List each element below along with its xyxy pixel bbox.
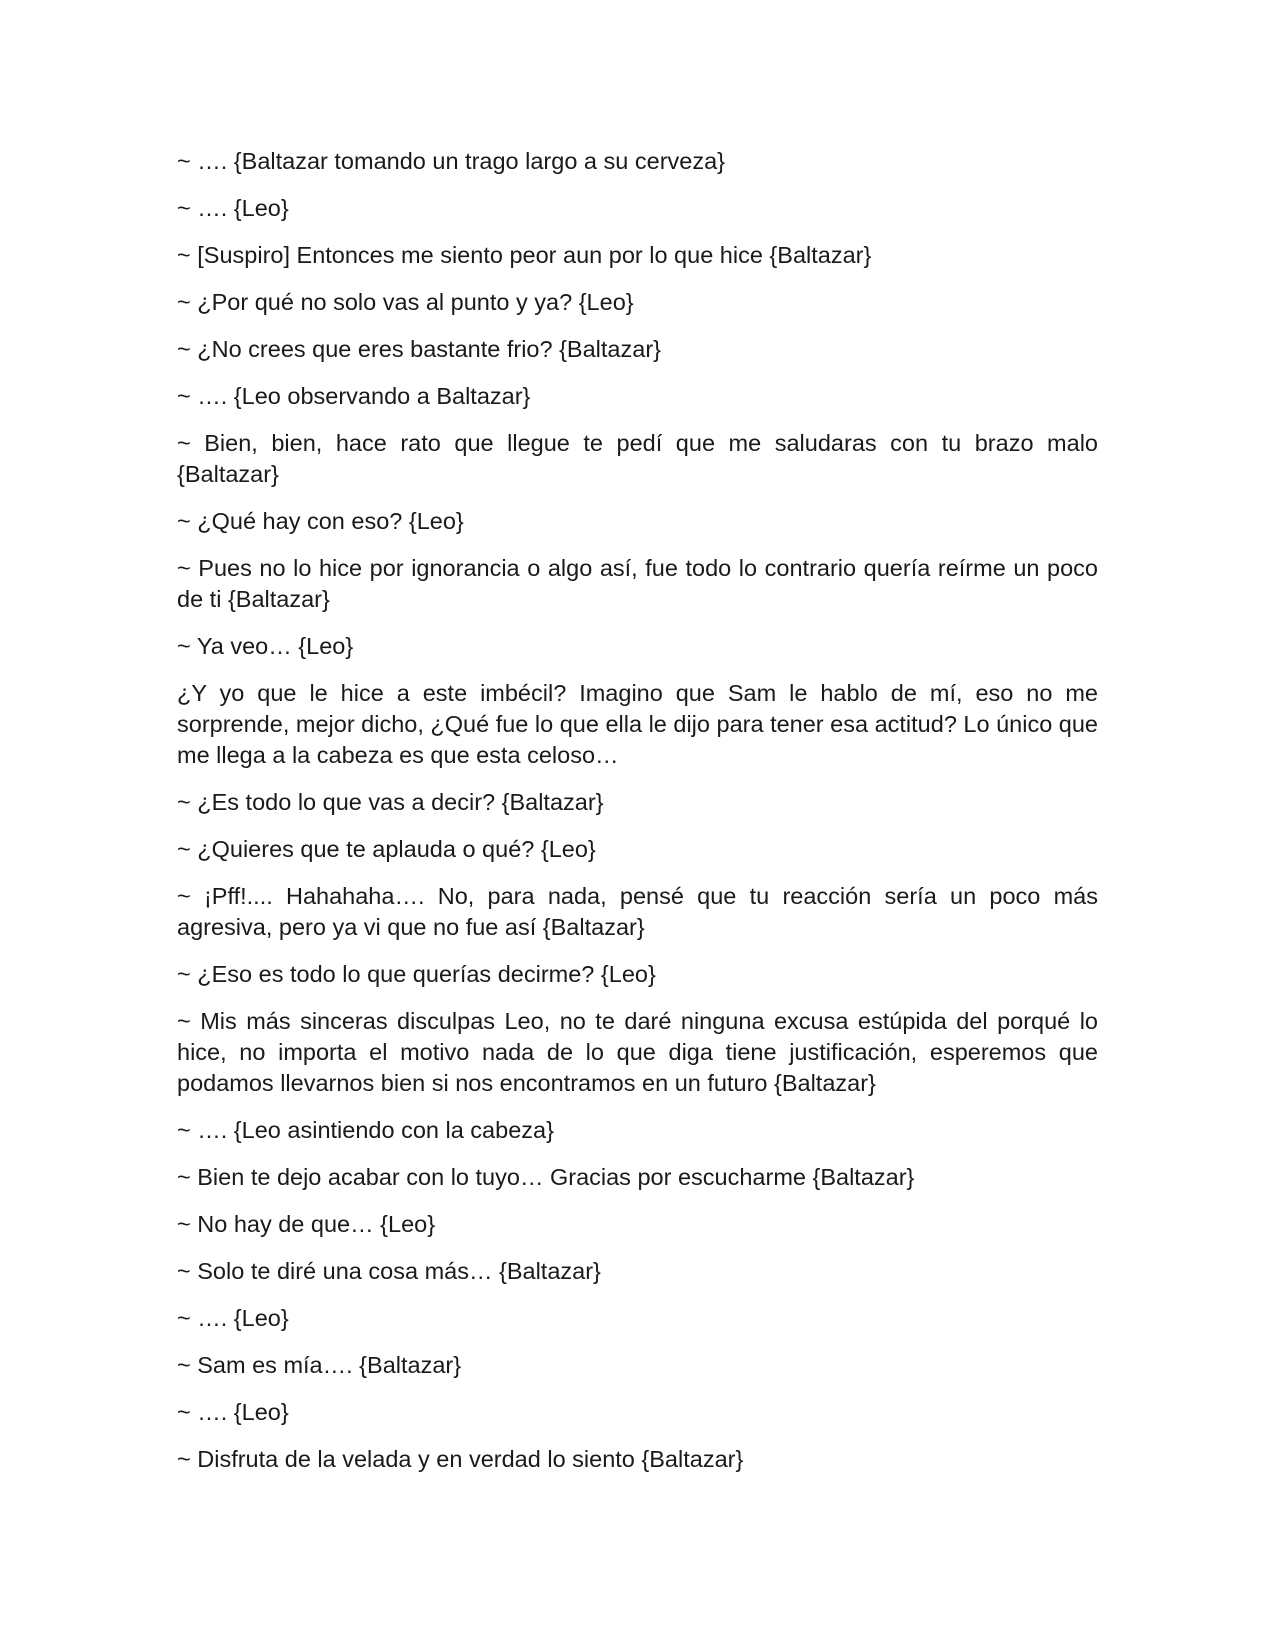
dialogue-line: ~ [Suspiro] Entonces me siento peor aun por lo que hice {Baltazar} xyxy=(177,242,872,268)
dialogue-line: ~ …. {Leo} xyxy=(177,1399,289,1425)
dialogue-line: ~ ¿Por qué no solo vas al punto y ya? {Leo} xyxy=(177,289,634,315)
dialogue-line: ~ …. {Baltazar tomando un trago largo a su cerveza} xyxy=(177,148,726,174)
dialogue-line: ~ ¡Pff!.... Hahahaha…. No, para nada, pensé que tu reacción sería un poco más agresiva, pero ya vi que no fue así {Baltazar} xyxy=(177,883,1098,940)
dialogue-line: ~ ¿Qué hay con eso? {Leo} xyxy=(177,508,464,534)
dialogue-line: ~ Sam es mía…. {Baltazar} xyxy=(177,1352,462,1378)
dialogue-line: ~ Bien, bien, hace rato que llegue te pedí que me saludaras con tu brazo malo {Baltazar} xyxy=(177,430,1098,487)
dialogue-line: ~ Solo te diré una cosa más… {Baltazar} xyxy=(177,1258,601,1284)
dialogue-line: ~ …. {Leo} xyxy=(177,1305,289,1331)
dialogue-line: ~ ¿Eso es todo lo que querías decirme? {Leo} xyxy=(177,961,656,987)
dialogue-line: ~ ¿No crees que eres bastante frio? {Baltazar} xyxy=(177,336,661,362)
dialogue-line: ~ …. {Leo} xyxy=(177,195,289,221)
dialogue-line: ~ Bien te dejo acabar con lo tuyo… Gracias por escucharme {Baltazar} xyxy=(177,1164,915,1190)
dialogue-line: ~ ¿Quieres que te aplauda o qué? {Leo} xyxy=(177,836,596,862)
dialogue-line: ~ Mis más sinceras disculpas Leo, no te daré ninguna excusa estúpida del porqué lo hice, no importa el motivo nada de lo que diga tiene justificación, esperemos que podamos llevarnos bien si nos encontramos en un futuro {Baltazar} xyxy=(177,1008,1098,1096)
narration-paragraph: ¿Y yo que le hice a este imbécil? Imagino que Sam le hablo de mí, eso no me sorprende, mejor dicho, ¿Qué fue lo que ella le dijo para tener esa actitud? Lo único que me llega a la cabeza es que esta celoso… xyxy=(177,680,1098,768)
dialogue-line: ~ No hay de que… {Leo} xyxy=(177,1211,436,1237)
dialogue-line: ~ ¿Es todo lo que vas a decir? {Baltazar} xyxy=(177,789,604,815)
dialogue-line: ~ …. {Leo observando a Baltazar} xyxy=(177,383,531,409)
text-body xyxy=(177,146,1098,1491)
dialogue-line: ~ Pues no lo hice por ignorancia o algo así, fue todo lo contrario quería reírme un poco de ti {Baltazar} xyxy=(177,555,1098,612)
dialogue-line: ~ …. {Leo asintiendo con la cabeza} xyxy=(177,1117,554,1143)
dialogue-line: ~ Disfruta de la velada y en verdad lo siento {Baltazar} xyxy=(177,1446,744,1472)
dialogue-line: ~ Ya veo… {Leo} xyxy=(177,633,354,659)
